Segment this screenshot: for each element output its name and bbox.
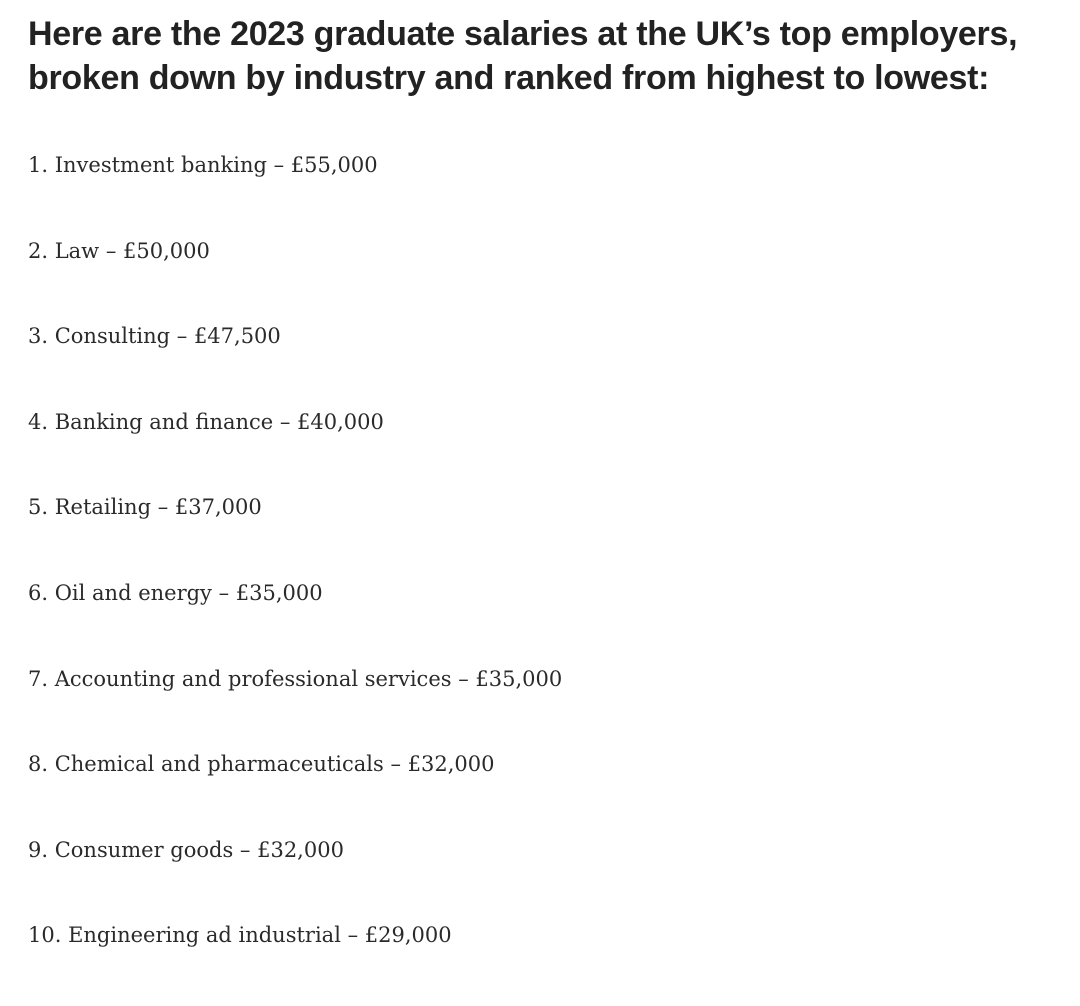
salary-list-item: 6. Oil and energy – £35,000: [28, 580, 323, 605]
salary-list-item: 2. Law – £50,000: [28, 238, 210, 263]
salary-list-item: 3. Consulting – £47,500: [28, 324, 281, 349]
salary-list-item: 9. Consumer goods – £32,000: [28, 837, 344, 862]
salary-list-item: 10. Engineering ad industrial – £29,000: [28, 923, 452, 948]
salary-list: [28, 150, 562, 1006]
article-heading: [28, 12, 1068, 100]
salary-list-item: 1. Investment banking – £55,000: [28, 153, 378, 177]
salary-list-item: 8. Chemical and pharmaceuticals – £32,000: [28, 752, 495, 777]
salary-list-item: 5. Retailing – £37,000: [28, 495, 262, 520]
article-content: [28, 12, 1068, 948]
heading-line-2: broken down by industry and ranked from highest to lowest:: [28, 59, 990, 97]
salary-list-item: 7. Accounting and professional services – £35,000: [28, 666, 563, 691]
heading-line-1: Here are the 2023 graduate salaries at the UK’s top employers,: [28, 15, 1018, 53]
salary-list-item: 4. Banking and finance – £40,000: [28, 409, 384, 434]
